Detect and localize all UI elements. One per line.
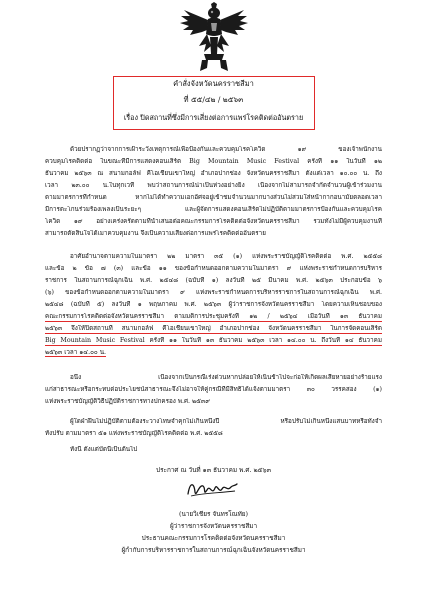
- body-line: อาศัยอำนาจตามความในมาตรา ๒๒ มาตรา ๓๕ (๑) แห่งพระราชบัญญัติโรคติดต่อ พ.ศ. ๒๕๕๘: [70, 253, 382, 260]
- body-line-highlighted: ๒๕๖๓ จึงให้ปิดสถานที่ สนามกอล์ฟ คีโอเชี่ยนเขาใหญ่ อำเภอปากช่อง จังหวัดนครราชสีมา ในการจัดคอนเสิร์ต: [45, 325, 382, 332]
- signatory-position: ผู้ว่าราชการจังหวัดนครราชสีมา: [169, 522, 258, 530]
- body-line: ทั้งปรับ ตามมาตรา ๕๑ แห่งพระราชบัญญัติโรคติดต่อ พ.ศ. ๒๕๕๘: [45, 430, 223, 437]
- body-line-highlighted: Big Mountain Music Festival ครั้งที่ ๑๑ ในวันที่ ๑๓ ธันวาคม ๒๕๖๓ เวลา ๑๔.๐๐ น. ถึงวันที่ ๑๔ ธันวาคม: [45, 337, 382, 344]
- signatory-name: (นายวิเชียร จันทรโณทัย): [178, 510, 249, 518]
- body-line-highlighted: คณะกรรมการโรคติดต่อจังหวัดนครราชสีมา ตามมติการประชุมครั้งที่ ๑๒ / ๒๕๖๔ เมื่อวันที่ ๑๓ ธันวาคม: [45, 313, 382, 320]
- body-line: ตามมาตรการที่กำหนด หากไม่ได้ทำความเอกอัศจอยู่เข้าชมจำนวนมากบางส่วนไม่สวมใส่หน้ากากอนามัยตลอดเวลา: [45, 194, 382, 201]
- order-title: คำสั่งจังหวัดนครราชสีมา: [173, 79, 254, 88]
- issue-date: ประกาศ ณ วันที่ ๑๓ ธันวาคม พ.ศ. ๒๕๖๓: [156, 466, 271, 474]
- signatory-position: ผู้กำกับการบริหารราชการในสถานการณ์ฉุกเฉินจังหวัดนครราชสีมา: [121, 546, 306, 554]
- handwritten-signature-icon: [185, 478, 239, 500]
- body-line: มีการตะโกนร่วมร้องเพลงเป็นระยะๆ และผู้จัดการแสดงคอนเสิร์ตไม่ปฏิบัติตามมาตรการป้องกันและควบคุมโรค: [45, 206, 382, 213]
- body-line: สามารถตัดสินใจได้เมาควบคุมงาน จึงเป็นความเสี่ยงต่อการแพร่โรคติดต่ออันตราย: [45, 230, 266, 237]
- signatory-position: ประธานคณะกรรมการโรคติดต่อจังหวัดนครราชสีมา: [141, 534, 286, 542]
- body-line: และข้อ ๒ ข้อ ๗ (๓) และข้อ ๑๑ ของข้อกำหนดออกตามความในมาตรา ๙ แห่งพระราชกำหนดการบริหาร: [45, 265, 382, 272]
- order-subject: เรื่อง ปิดสถานที่ซึ่งมีการเสี่ยงต่อการแพร่โรคติดต่ออันตราย: [123, 113, 304, 122]
- body-line: [45, 349, 382, 357]
- body-line: โควิด ๑๙ อย่างเคร่งครัดตามที่นำเสนอต่อคณะกรรมการโรคติดต่อจังหวัดนครราชสีมา รวมทั้งไม่มีผู้ควบคุมงานที่: [45, 218, 382, 225]
- garuda-emblem-icon: [180, 2, 248, 72]
- body-line: ทั้งนี้ ตั้งแต่บัดนี้เป็นต้นไป: [70, 446, 138, 453]
- order-number: ที่ ๕๕/๔๒ / ๒๕๖๓: [183, 95, 244, 104]
- body-line: ควบคุมโรคติดต่อ ในขณะที่มีการแสดงคอนเสิร์ต Big Mountain Music Festival ครั้งที่ ๑๑ ในวันที่ ๑๒: [45, 158, 382, 165]
- highlighted-time: ๒๕๖๓ เวลา ๑๔.๐๐ น.: [45, 349, 107, 356]
- body-line: ผู้ใดฝ่าฝืนไม่ปฏิบัติตามต้องระวางโทษจำคุกไม่เกินหนึ่งปี หรือปรับไม่เกินหนึ่งแสนบาทหรือทั้งจำ: [70, 418, 382, 425]
- body-line: ธันวาคม ๒๕๖๓ ณ สนามกอล์ฟ คีโอเชี่ยนเขาใหญ่ อำเภอปากช่อง จังหวัดนครราชสีมา ตั้งแต่เวลา ๑๐.๐๐ น. ถึง: [45, 170, 382, 177]
- body-line: (๖) ของข้อกำหนดออกตามความในมาตรา ๙ แห่งพระราชกำหนดการบริหารราชการในสถานการณ์ฉุกเฉิน พ.ศ.: [45, 289, 382, 296]
- body-line: อนึ่ง เนื่องจากเป็นกรณีเร่งด่วนหากปล่อยให้เนิ่นช้าไปจะก่อให้เกิดผลเสียหายอย่างร้ายแรง: [70, 374, 382, 381]
- body-line: ด้วยปรากฏว่าจากการเฝ้าระวังเหตุการณ์เพื่อป้องกันและควบคุมโรคโควิด ๑๙ ของเจ้าพนักงาน: [70, 146, 382, 153]
- body-line: ราชการ ในสถานการณ์ฉุกเฉิน พ.ศ. ๒๕๔๘ (ฉบับที่ ๑) ลงวันที่ ๒๕ มีนาคม พ.ศ. ๒๕๖๓ ประกอบข้อ ๖: [45, 277, 382, 284]
- body-line: แห่งพระราชบัญญัติวิธีปฏิบัติราชการทางปกครอง พ.ศ. ๒๕๓๙: [45, 398, 210, 405]
- body-line: ๒๕๔๘ (ฉบับที่ ๕) ลงวันที่ ๑ พฤษภาคม พ.ศ. ๒๕๖๓ ผู้ว่าราชการจังหวัดนครราชสีมา โดยความเห็นชอบของ: [45, 301, 382, 308]
- body-line: เวลา ๒๓.๐๐ น.ในทุกเวที พบว่าสถานการณ์น่าเป็นห่วงอย่างยิ่ง เนื่องจากไม่สามารถจำกัดจำนวนผู้เข้าร่วมงาน: [45, 182, 382, 189]
- body-line: แก่สาธารณะหรือกระทบต่อประโยชน์สาธารณะจึงไม่อาจให้คู่กรณีที่มีสิทธิ์ได้แจ้งตามมาตรา ๓๐ วรรคสอง (๑): [45, 386, 382, 393]
